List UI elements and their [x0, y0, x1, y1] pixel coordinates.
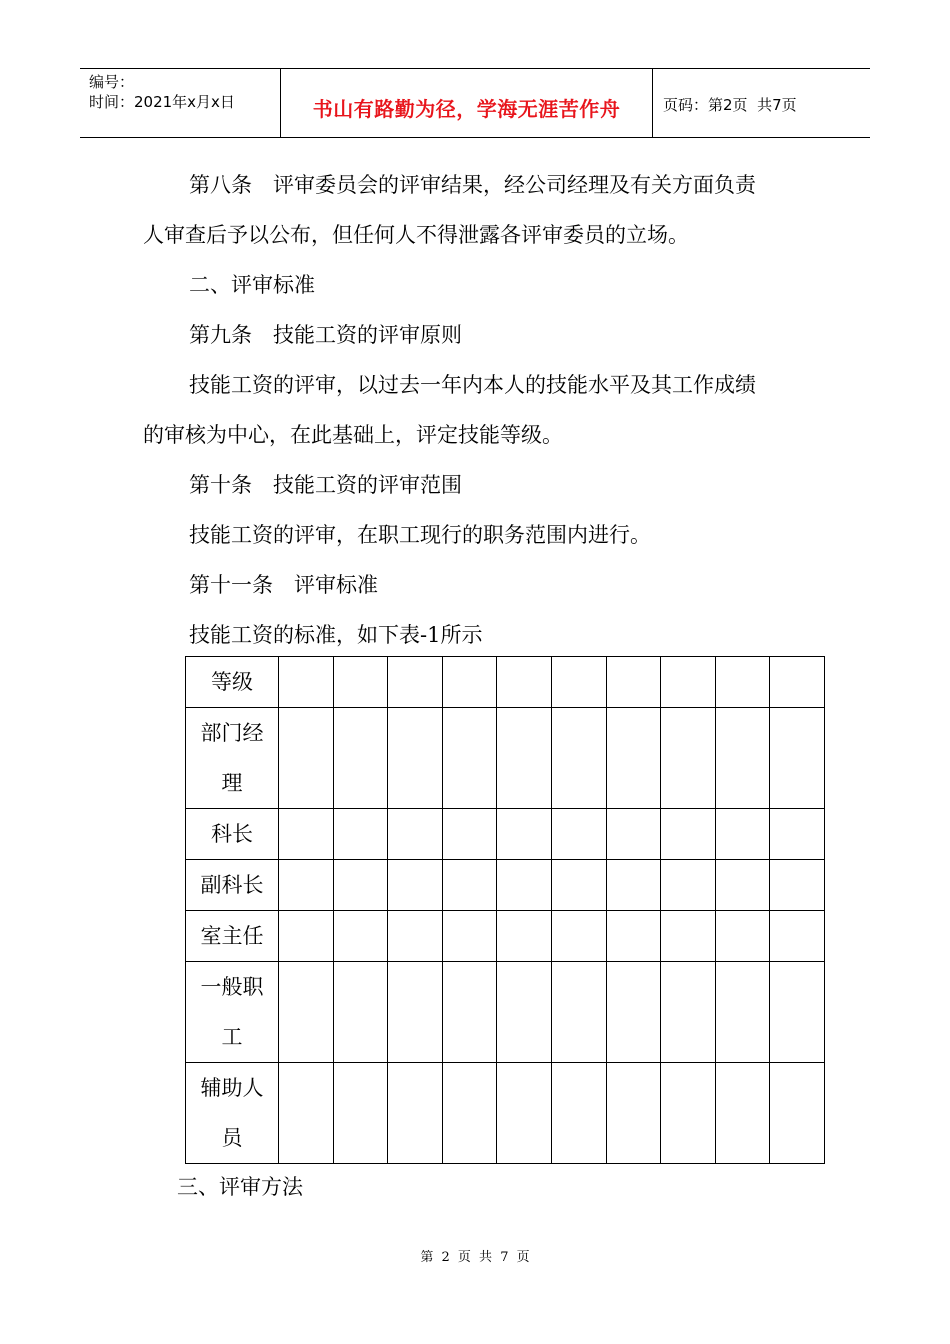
table-row-label: 部门经理 — [200, 721, 264, 795]
table-row-label-cell — [186, 911, 279, 962]
table-empty-cell — [333, 1063, 388, 1164]
document-number-label: 编号： — [89, 73, 135, 91]
table-row — [186, 1063, 825, 1164]
table-empty-cell — [333, 860, 388, 911]
table-row — [186, 809, 825, 860]
table-empty-cell — [279, 911, 334, 962]
table-empty-cell — [388, 1063, 443, 1164]
table-empty-cell — [606, 657, 661, 708]
table-empty-cell — [606, 1063, 661, 1164]
table-empty-cell — [279, 708, 334, 809]
table-row-label-cell — [186, 708, 279, 809]
article-8-line1: 第八条 评审委员会的评审结果，经公司经理及有关方面负责 — [189, 173, 756, 197]
table-empty-cell — [770, 708, 825, 809]
table-empty-cell — [388, 809, 443, 860]
table-empty-cell — [715, 962, 770, 1063]
table-row-label: 一般职工 — [200, 975, 264, 1049]
table-row-label-cell — [186, 860, 279, 911]
article-11-heading: 第十一条 评审标准 — [189, 573, 378, 597]
table-empty-cell — [442, 911, 497, 962]
table-empty-cell — [606, 708, 661, 809]
table-empty-cell — [661, 809, 716, 860]
table-empty-cell — [279, 657, 334, 708]
table-empty-cell — [442, 708, 497, 809]
table-empty-cell — [661, 1063, 716, 1164]
table-empty-cell — [388, 708, 443, 809]
article-8-line2: 人审查后予以公布，但任何人不得泄露各评审委员的立场。 — [143, 223, 689, 247]
table-empty-cell — [497, 809, 552, 860]
table-empty-cell — [606, 911, 661, 962]
header-motto-cell — [281, 69, 653, 137]
table-empty-cell — [442, 1063, 497, 1164]
table-row-label: 辅助人员 — [200, 1076, 264, 1150]
table-empty-cell — [715, 860, 770, 911]
table-empty-cell — [770, 962, 825, 1063]
table-empty-cell — [770, 1063, 825, 1164]
table-empty-cell — [279, 1063, 334, 1164]
table-row — [186, 962, 825, 1063]
page-footer: 第 2 页 共 7 页 — [420, 1250, 530, 1265]
table-empty-cell — [333, 911, 388, 962]
table-row-label-cell — [186, 809, 279, 860]
table-empty-cell — [551, 809, 606, 860]
table-empty-cell — [551, 1063, 606, 1164]
header-page-number: 页码：第2页 共7页 — [663, 96, 797, 114]
table-empty-cell — [661, 860, 716, 911]
table-row — [186, 860, 825, 911]
table-row-label-cell — [186, 1063, 279, 1164]
document-time-label: 时间：2021年x月x日 — [89, 93, 235, 111]
table-empty-cell — [606, 962, 661, 1063]
table-empty-cell — [333, 809, 388, 860]
table-empty-cell — [442, 657, 497, 708]
table-empty-cell — [388, 860, 443, 911]
table-row-label: 室主任 — [200, 924, 264, 948]
table-empty-cell — [551, 911, 606, 962]
section-3-heading: 三、评审方法 — [177, 1175, 303, 1199]
table-empty-cell — [279, 809, 334, 860]
table-empty-cell — [442, 860, 497, 911]
table-empty-cell — [661, 911, 716, 962]
table-row — [186, 708, 825, 809]
table-empty-cell — [606, 809, 661, 860]
table-empty-cell — [388, 911, 443, 962]
header-motto: 书山有路勤为径，学海无涯苦作舟 — [312, 97, 621, 121]
article-10-heading: 第十条 技能工资的评审范围 — [189, 473, 462, 497]
article-9-heading: 第九条 技能工资的评审原则 — [189, 323, 462, 347]
table-empty-cell — [388, 657, 443, 708]
table-empty-cell — [279, 962, 334, 1063]
article-9-line2: 的审核为中心，在此基础上，评定技能等级。 — [143, 423, 563, 447]
table-empty-cell — [551, 962, 606, 1063]
table-empty-cell — [715, 1063, 770, 1164]
table-empty-cell — [497, 708, 552, 809]
table-empty-cell — [333, 708, 388, 809]
table-empty-cell — [551, 708, 606, 809]
table-empty-cell — [606, 860, 661, 911]
table-empty-cell — [715, 657, 770, 708]
table-empty-cell — [497, 860, 552, 911]
header-meta-cell — [80, 69, 281, 137]
table-empty-cell — [715, 708, 770, 809]
table-empty-cell — [497, 962, 552, 1063]
table-empty-cell — [770, 911, 825, 962]
table-empty-cell — [715, 911, 770, 962]
skill-wage-table — [185, 656, 825, 1164]
table-empty-cell — [770, 657, 825, 708]
table-empty-cell — [442, 962, 497, 1063]
header-page-cell — [653, 69, 870, 137]
table-empty-cell — [497, 911, 552, 962]
table-empty-cell — [442, 809, 497, 860]
article-10-body: 技能工资的评审，在职工现行的职务范围内进行。 — [189, 523, 651, 547]
table-row — [186, 657, 825, 708]
table-empty-cell — [497, 657, 552, 708]
table-empty-cell — [333, 962, 388, 1063]
table-empty-cell — [333, 657, 388, 708]
table-empty-cell — [661, 962, 716, 1063]
table-empty-cell — [388, 962, 443, 1063]
table-empty-cell — [279, 860, 334, 911]
table-empty-cell — [551, 860, 606, 911]
table-empty-cell — [770, 860, 825, 911]
page-header — [80, 68, 870, 138]
table-row-label: 等级 — [211, 670, 253, 694]
section-2-heading: 二、评审标准 — [189, 273, 315, 297]
table-row-label-cell — [186, 962, 279, 1063]
table-empty-cell — [715, 809, 770, 860]
article-11-body: 技能工资的标准，如下表-1所示 — [189, 623, 483, 647]
article-9-line1: 技能工资的评审，以过去一年内本人的技能水平及其工作成绩 — [189, 373, 756, 397]
table-empty-cell — [661, 708, 716, 809]
table-empty-cell — [497, 1063, 552, 1164]
table-row-label: 副科长 — [200, 873, 264, 897]
table-empty-cell — [551, 657, 606, 708]
table-empty-cell — [661, 657, 716, 708]
table-row-label: 科长 — [211, 822, 253, 846]
table-empty-cell — [770, 809, 825, 860]
table-row-label-cell — [186, 657, 279, 708]
table-row — [186, 911, 825, 962]
